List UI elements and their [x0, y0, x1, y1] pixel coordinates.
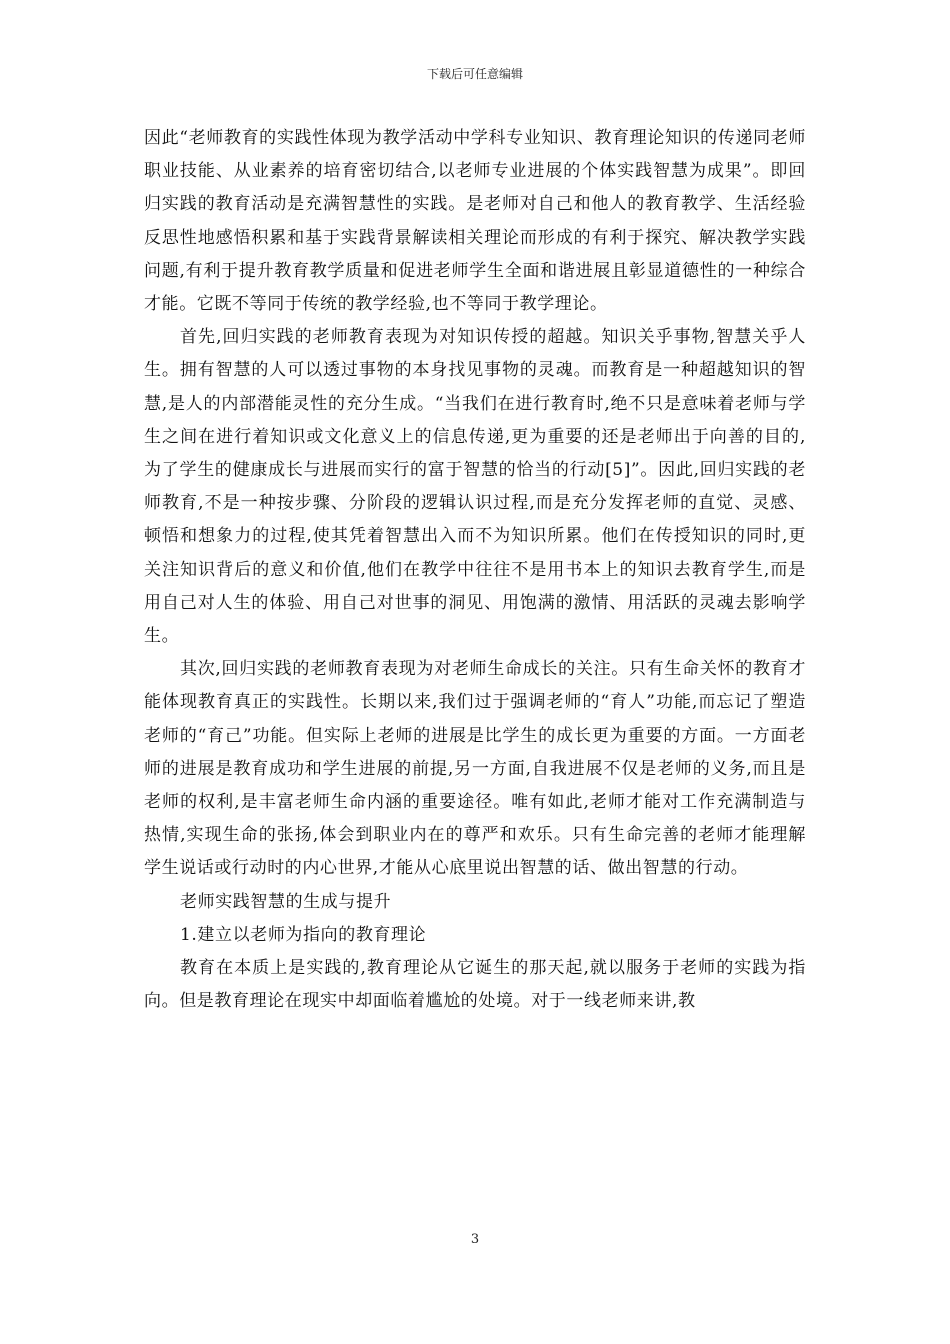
page-number: 3: [470, 1232, 480, 1247]
subsection-heading: 1.建立以老师为指向的教育理论: [180, 924, 427, 945]
page-header: 下载后可任意编辑: [426, 67, 523, 81]
paragraph-1: 因此“老师教育的实践性体现为教学活动中学科专业知识、教育理论知识的传递同老师职业技能、从业素养的培育密切结合,以老师专业进展的个体实践智慧为成果”。即回归实践的教育活动是充满智慧性的实践。是老师对自己和他人的教育教学、生活经验反思性地感悟积累和基于实践背景解读相关理论而形成的有利于探究、解决教学实践问题,有利于提升教育教学质量和促进老师学生全面和谐进展且彰显道德性的一种综合才能。它既不等同于传统的教学经验,也不等同于教学理论。: [144, 128, 806, 315]
paragraph-2: 首先,回归实践的老师教育表现为对知识传授的超越。知识关乎事物,智慧关乎人生。拥有智慧的人可以透过事物的本身找见事物的灵魂。而教育是一种超越知识的智慧,是人的内部潜能灵性的充分生成。“当我们在进行教育时,绝不只是意味着老师与学生之间在进行着知识或文化意义上的信息传递,更为重要的还是老师出于向善的目的,为了学生的健康成长与进展而实行的富于智慧的恰当的行动[5]”。因此,回归实践的老师教育,不是一种按步骤、分阶段的逻辑认识过程,而是充分发挥老师的直觉、灵感、顿悟和想象力的过程,使其凭着智慧出入而不为知识所累。他们在传授知识的同时,更关注知识背后的意义和价值,他们在教学中往往不是用书本上的知识去教育学生,而是用自己对人生的体验、用自己对世事的洞见、用饱满的激情、用活跃的灵魂去影响学生。: [144, 327, 806, 647]
document-body: [144, 122, 806, 1018]
section-heading: 老师实践智慧的生成与提升: [180, 891, 392, 912]
paragraph-4: 教育在本质上是实践的,教育理论从它诞生的那天起,就以服务于老师的实践为指向。但是教育理论在现实中却面临着尴尬的处境。对于一线老师来讲,教: [144, 958, 806, 1012]
paragraph-3: 其次,回归实践的老师教育表现为对老师生命成长的关注。只有生命关怀的教育才能体现教育真正的实践性。长期以来,我们过于强调老师的“育人”功能,而忘记了塑造老师的“育己”功能。但实际上老师的进展是比学生的成长更为重要的方面。一方面老师的进展是教育成功和学生进展的前提,另一方面,自我进展不仅是老师的义务,而且是老师的权利,是丰富老师生命内涵的重要途径。唯有如此,老师才能对工作充满制造与热情,实现生命的张扬,体会到职业内在的尊严和欢乐。只有生命完善的老师才能理解学生说话或行动时的内心世界,才能从心底里说出智慧的话、做出智慧的行动。: [144, 659, 806, 879]
